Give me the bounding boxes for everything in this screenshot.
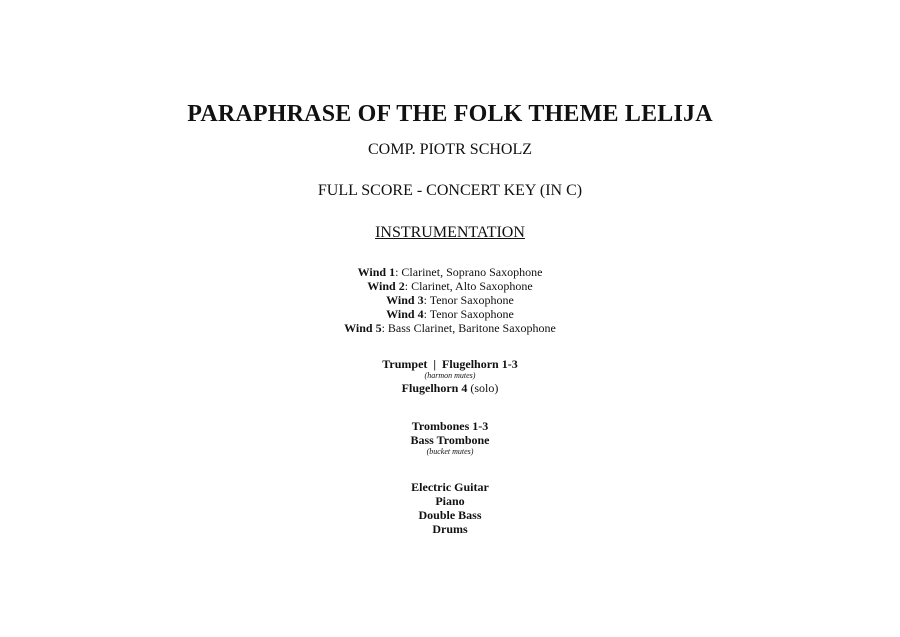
wind-line: Wind 1: Clarinet, Soprano Saxophone [357,265,543,279]
score-type: FULL SCORE - CONCERT KEY (IN C) [317,182,583,199]
bass-trombone-line: Bass Trombone [410,433,490,447]
composer-credit: COMP. PIOTR SCHOLZ [367,141,533,158]
wind-line: Wind 2: Clarinet, Alto Saxophone [367,279,533,293]
trumpet-flugelhorn-line: Trumpet | Flugelhorn 1-3 [382,357,518,371]
instrumentation-heading: INSTRUMENTATION [375,224,525,241]
wind-line: Wind 3: Tenor Saxophone [386,293,514,307]
winds-section [0,265,900,335]
trombones-line: Trombones 1-3 [411,419,489,433]
harmon-mutes-note: (harmon mutes) [424,371,476,380]
rhythm-item: Electric Guitar [411,480,489,494]
wind-line: Wind 5: Bass Clarinet, Baritone Saxophone [344,321,556,335]
flugelhorn-solo-line: Flugelhorn 4 (solo) [401,381,499,395]
trombones-section [0,419,900,457]
wind-line: Wind 4: Tenor Saxophone [386,307,514,321]
piece-title: PARAPHRASE OF THE FOLK THEME LELIJA [187,101,713,127]
rhythm-section [0,480,900,536]
rhythm-item: Drums [432,522,468,536]
rhythm-item: Double Bass [418,508,482,522]
bucket-mutes-note: (bucket mutes) [426,447,474,456]
rhythm-item: Piano [435,494,465,508]
trumpets-section [0,357,900,395]
